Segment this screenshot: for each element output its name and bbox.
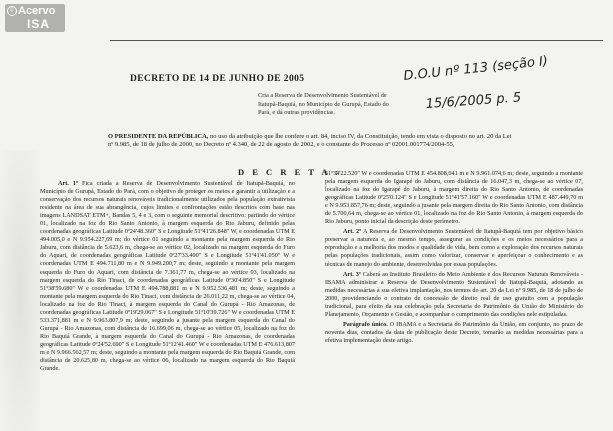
watermark-line2: ISA	[27, 17, 51, 31]
right-column	[325, 170, 583, 431]
decreta-heading: D E C R E T A :	[238, 167, 342, 177]
handwriting-svg	[398, 50, 613, 130]
president-lead: O PRESIDENTE DA REPÚBLICA,	[108, 133, 209, 140]
article-text: O IBAMA e a Secretaria do Patrimônio da União, em conjunto, no prazo de noventa dias, contados da data de publicação deste Decreto, tomarão as medidas necessárias para a efetiva implementação deste artigo.	[325, 320, 583, 344]
handwritten-annotation	[398, 50, 613, 130]
handwritten-line1: D.O.U nº 113 (seção I)	[402, 53, 549, 84]
left-column	[40, 180, 295, 431]
article-lead: Art. 3º	[343, 270, 361, 278]
article-lead: Parágrafo único.	[343, 320, 388, 328]
article-paragraph	[40, 180, 295, 373]
president-text: no uso da atribuição que lhe confere o art. 84, inciso IV, da Constituição, tendo em vista o disposto no art. 20 da Lei nº 9.985, de 18 de julho de 2000, no Decreto nº 4.340, de 22 de agosto de 2002, e o constante do Processo nº 02001.001774/2004-55,	[108, 133, 512, 149]
article-lead: Art. 1º	[58, 180, 78, 187]
article-paragraph	[325, 271, 583, 319]
scan-shadow	[0, 150, 40, 431]
masthead	[0, 30, 613, 42]
copyright-icon: ©	[7, 6, 17, 16]
decree-ementa: Cria a Reserva de Desenvolvimento Sustentável de Itatupã-Baquiá, no Município de Gurupá, Estado do Pará, e dá outras providências.	[258, 92, 389, 116]
article-text: Fica criada a Reserva de Desenvolvimento Sustentável de Itatupã-Baquiá, no Município de Gurupá, Estado do Pará, com o objetivo de proteger os meios e garantir a utilização e a conservação dos recursos naturais renováveis tradicionalmente utilizados pela população extrativista residente na área de sua abrangência, cujos limites e confrontações estão descritos com base nas imagens LANDSAT ETM+, Bandas 5, 4 e 3, com o seguinte memorial descritivo: partindo do vértice 01, localizado na foz do Rio Santo Antonio, à margem esquerda do Rio Jaburu, definido pelas coordenadas geográficas Latitude 0º24'48.360" S e Longitude 51º41'26.848" W, e coordenadas UTM E 494.005,0 e N 9.954.227,69 m; do vértice 01 seguindo a montante pela margem esquerda do Rio Jaburu, com distância de 5.623,6 m, chega-se ao vértice 02, localizado na margem esquerda do Furo do Aquari, de coordenadas geográficas Latitude 0º27'33.400" S e Longitude 51º41'41.050" W e coordenadas UTM E 494.711,80 m e N 9.949.200,7 m; deste, seguindo a montante pela margem esquerda do Furo do Aquari, com distância de 7.361,77 m, chega-se ao vértice 03, localizado na margem esquerda do Rio Tinaci, de coordenadas geográficas Latitude 0º30'4.850" S e Longitude 51º38'59.680" W e coordenadas UTM E 494.788,881 m e N 9.952.536,481 m; deste, seguindo a montante pela margem esquerda do Rio Tinaci, com distância de 26.011,22 m, chega-se ao vértice 04, localizado na foz do Rio Tinaci, à margem esquerda do Canal do Gurupá - Rio Amazonas, de coordenadas geográficas Latitude 0º19'29.067" S e Longitude 51º10'39.726" W e coordenadas UTM E 533.371,881 m e N 9.963.807,9 m; deste, seguindo a jusante pela margem esquerda do Canal do Gurupá - Rio Amazonas, com distância de 16.699,06 m, chega-se ao vértice 05, localizado na foz do Rio Baquiá Grande, à margem esquerda do Canal do Gurupá - Rio Amazonas, de coordenadas geográficas Latitude 0º24'52.690" S e Longitude 51º12'41.460" W e coordenadas UTM E 476.613,807 m e N 9.966.562,57 m; deste, seguindo a montante pela margem esquerda do Rio Baquiá Grande, com distância de 20.625,80 m, chega-se ao vértice 06, localizado na margem esquerda do Rio Baquiá Grande.	[40, 180, 295, 373]
article-paragraph	[325, 321, 583, 345]
masthead-rule	[110, 40, 603, 41]
article-paragraph	[325, 170, 583, 226]
article-text: Caberá ao Instituto Brasileiro do Meio Ambiente e dos Recursos Naturais Renováveis - IBAMA administrar a Reserva de Desenvolvimento Sustentável de Itatupã-Baquiá, adotando as medidas necessárias à sua efetiva implantação, nos termos do art. 20 da Lei nº 9.985, de 18 de julho de 2000, providenciando o contrato de concessão de direito real de uso gratuito com a população tradicional, para efeito da sua celebração pela Secretaria do Patrimônio da União do Ministério do Planejamento, Orçamento e Gestão, e acompanhar o cumprimento das condições nele estipuladas.	[325, 270, 583, 318]
acervo-isa-watermark	[5, 4, 65, 32]
president-preamble	[108, 133, 513, 150]
article-text: 51º34'22.520" W e coordenadas UTM E 454.808,041 m e N 9.961.074,6 m; deste, seguindo a montante pela margem esquerda do Igarapé do Jaburu, com distância de 16.047,3 m, chega-se ao vértice 07, localizado na foz do Igarapé do Jaburu, à margem direita do Rio Santo Antonio, de coordenadas geográficas Latitude 0º25'0.124" S e Longitude 51º41'57.160" W e coordenadas UTM E 487.449,70 m e N 9.953.857,76 m; deste, seguindo a jusante pela margem direita do Rio Santo Antonio, com distância de 5.700,64 m, chega-se ao vértice 01, localizado na foz do Rio Santo Antonio, à margem esquerda do Rio Jaburu, ponto inicial da descrição deste perímetro.	[325, 170, 583, 226]
watermark-line1: Acervo	[18, 5, 56, 17]
article-paragraph	[325, 228, 583, 268]
decree-title: DECRETO DE 14 DE JUNHO DE 2005	[130, 74, 305, 84]
article-lead: Art. 2º	[343, 228, 362, 236]
article-text: A Reserva de Desenvolvimento Sustentável de Itatupã-Baquiá tem por objetivo básico preservar a natureza e, ao mesmo tempo, assegurar as condições e os meios necessários para a reprodução e a melhoria dos modos e qualidade de vida, bem como a exploração dos recursos naturais pelas populações tradicionais, assim como valorizar, conservar e aperfeiçoar o conhecimento e as técnicas de manejo do ambiente, desenvolvidas por essas populações.	[325, 228, 583, 268]
handwritten-line2: 15/6/2005 p. 5	[425, 90, 522, 112]
